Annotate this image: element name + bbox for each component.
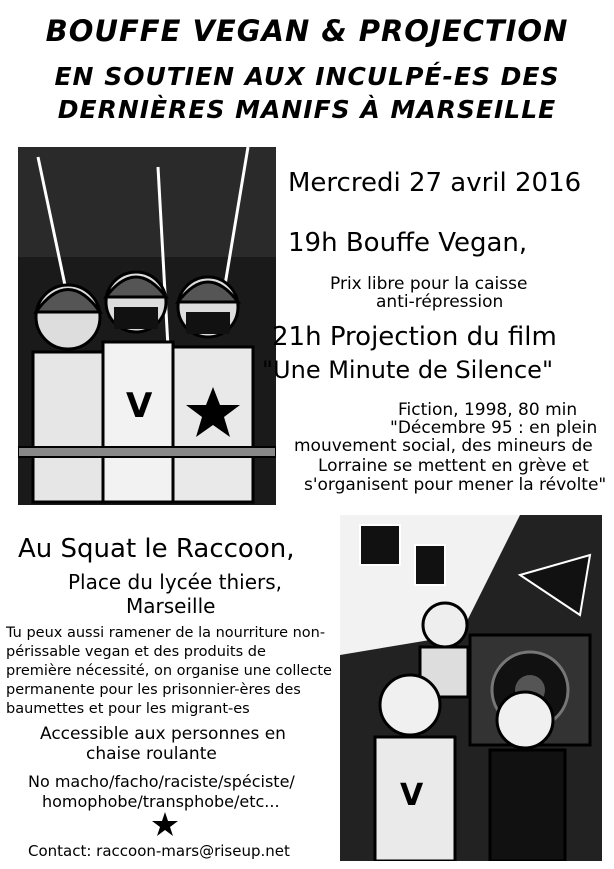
venue-address-2: Marseille xyxy=(126,594,216,618)
food-note-2: anti-répression xyxy=(376,292,504,312)
film-desc-3: Lorraine se mettent en grève et xyxy=(318,456,589,476)
illustration-protesters xyxy=(18,147,276,505)
event-date: Mercredi 27 avril 2016 xyxy=(288,168,582,198)
contact-email[interactable]: Contact: raccoon-mars@riseup.net xyxy=(28,842,290,860)
venue-address-1: Place du lycée thiers, xyxy=(68,570,282,594)
policy-line-1: No macho/facho/raciste/spéciste/ xyxy=(28,772,295,791)
star-icon xyxy=(152,812,178,836)
film-desc-1: "Décembre 95 : en plein xyxy=(390,418,598,438)
film-desc-2: mouvement social, des mineurs de xyxy=(294,436,593,456)
access-line-2: chaise roulante xyxy=(86,744,217,764)
food-title: 19h Bouffe Vegan, xyxy=(288,228,528,258)
poster-subtitle-line2: DERNIÈRES MANIFS À MARSEILLE xyxy=(57,95,557,124)
collect-line-3: première nécessité, on organise une collecte xyxy=(6,663,332,679)
illustration-sound-system xyxy=(340,515,602,861)
collect-paragraph xyxy=(6,624,346,719)
film-title: 21h Projection du film xyxy=(272,322,557,352)
svg-text:V: V xyxy=(126,386,153,426)
policy-line-2: homophobe/transphobe/etc... xyxy=(42,792,280,811)
collect-line-2: périssable vegan et des produits de xyxy=(6,644,266,660)
svg-text:V: V xyxy=(400,778,424,813)
poster-subtitle-line1: EN SOUTIEN AUX INCULPÉ-ES DES xyxy=(54,62,560,91)
film-desc-4: s'organisent pour mener la révolte" xyxy=(304,475,607,495)
collect-line-5: baumettes et pour les migrant-es xyxy=(6,701,250,717)
film-name: "Une Minute de Silence" xyxy=(262,356,553,384)
access-line-1: Accessible aux personnes en xyxy=(40,724,286,744)
poster-title: BOUFFE VEGAN & PROJECTION xyxy=(45,14,569,48)
film-meta: Fiction, 1998, 80 min xyxy=(398,400,578,420)
collect-line-4: permanente pour les prisonnier-ères des xyxy=(6,682,301,698)
collect-line-1: Tu peux aussi ramener de la nourriture non- xyxy=(6,625,326,641)
venue-name: Au Squat le Raccoon, xyxy=(18,534,295,564)
food-note-1: Prix libre pour la caisse xyxy=(330,274,528,294)
